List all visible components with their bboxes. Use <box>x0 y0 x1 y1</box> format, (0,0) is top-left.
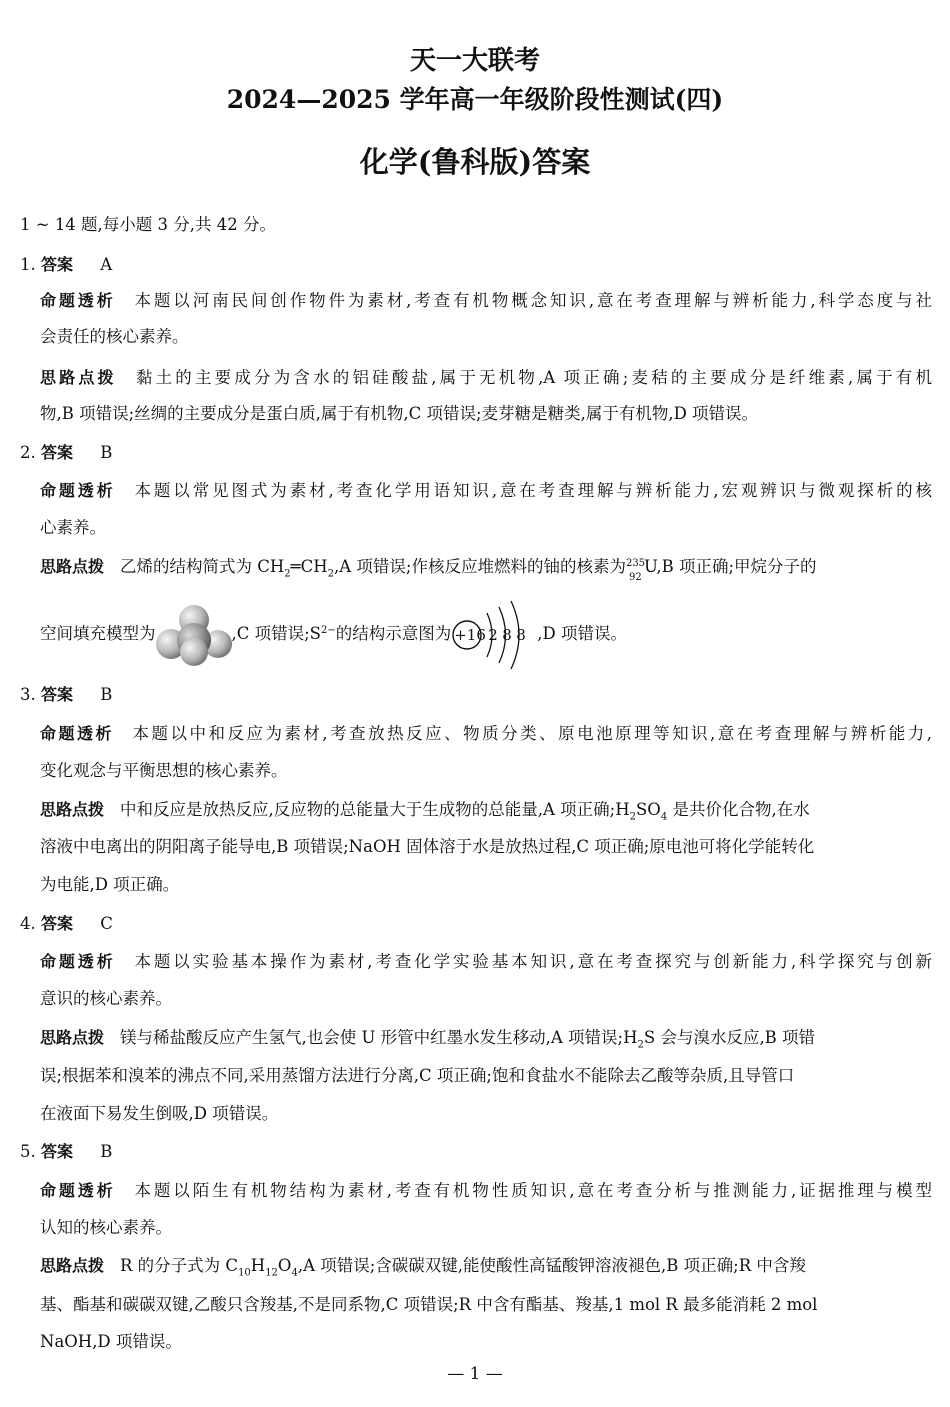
q1-answer-label: 答案 <box>41 255 74 274</box>
nucleus-charge: +16 <box>454 625 486 644</box>
uranium-atomic-number: 92 <box>628 572 642 582</box>
q5-analysis-line1 <box>40 1180 932 1202</box>
q5-hint-line3: NaOH,D 项错误。 <box>40 1332 182 1351</box>
q2-hint-line2 <box>40 592 932 670</box>
q4-hint-label: 思路点拨 <box>40 1028 105 1047</box>
q5-analysis-text1: 本题以陌生有机物结构为素材,考查有机物性质知识,意在考查分析与推测能力,证据推理与模型 <box>131 1181 932 1200</box>
q3-analysis-text1: 本题以中和反应为素材,考查放热反应、物质分类、原电池原理等知识,意在考查理解与辨析能力, <box>129 724 932 743</box>
q5-hint-text1c: O <box>277 1256 292 1275</box>
q3-number: 3. <box>20 685 36 704</box>
q5-answer-label: 答案 <box>41 1142 74 1161</box>
q2-analysis-label: 命题透析 <box>40 481 116 500</box>
q4-hint-text1a: 镁与稀盐酸反应产生氢气,也会使 U 形管中红墨水发生移动,A 项错误;H <box>120 1028 638 1047</box>
shell-1-electrons: 2 <box>488 625 498 644</box>
q2-number: 2. <box>20 443 36 462</box>
q2-hint-text1b: ═CH <box>290 557 328 576</box>
q3-hint-label: 思路点拨 <box>40 800 105 819</box>
org-title: 天一大联考 <box>409 46 540 76</box>
q3-answer-label: 答案 <box>41 685 74 704</box>
q5-analysis-label: 命题透析 <box>40 1181 116 1200</box>
sulfide-charge: 2− <box>320 625 336 636</box>
q2-hint-text2b: ,C 项错误;S <box>231 624 321 643</box>
q1-hint-line2: 物,B 项错误;丝绸的主要成分是蛋白质,属于有机物,C 项错误;麦芽糖是糖类,属于有机物,D 项错误。 <box>40 404 759 423</box>
q4-hint-text1b: S 会与溴水反应,B 项错 <box>643 1028 816 1047</box>
q3-hint-text1a: 中和反应是放热反应,反应物的总能量大于生成物的总能量,A 项正确;H <box>120 800 630 819</box>
q3-hint-text1b: SO <box>636 800 661 819</box>
q2-analysis-text1: 本题以常见图式为素材,考查化学用语知识,意在考查理解与辨析能力,宏观辨识与微观探析的核 <box>131 481 932 500</box>
q2-hint-text2c: 的结构示意图为 <box>335 624 452 643</box>
q1-analysis-label: 命题透析 <box>40 291 116 310</box>
q2-answer-label: 答案 <box>41 443 74 462</box>
q5-hint-line2: 基、酯基和碳碳双键,乙酸只含羧基,不是同系物,C 项错误;R 中含有酯基、羧基,1 mol R 最多能消耗 2 mol <box>40 1295 818 1314</box>
q2-analysis-line2: 心素养。 <box>40 518 106 537</box>
q2-answer-line <box>20 442 932 464</box>
q5-hint-line1 <box>40 1255 932 1281</box>
q2-ch2-sub-1: 2 <box>284 568 291 580</box>
subject-title: 化学(鲁科版)答案 <box>359 145 591 179</box>
q2-hint-text1d: U,B 项正确;甲烷分子的 <box>643 557 817 576</box>
q2-analysis-line1 <box>40 480 932 502</box>
q1-hint-line1 <box>40 367 932 389</box>
q2-hint-line1 <box>40 556 932 582</box>
q1-number: 1. <box>20 255 36 274</box>
formula-sub-o: 4 <box>291 1267 298 1279</box>
q4-answer-label: 答案 <box>41 914 74 933</box>
q4-number: 4. <box>20 914 36 933</box>
q2-hint-text1c: ,A 项错误;作核反应堆燃料的铀的核素为 <box>333 557 626 576</box>
q3-answer-line <box>20 684 932 706</box>
q2-hint-text2a: 空间填充模型为 <box>40 624 156 643</box>
q3-hint-line3: 为电能,D 项正确。 <box>40 875 180 894</box>
uranium-nuclide-indices <box>625 556 646 582</box>
shell-2-electrons: 8 <box>502 625 512 644</box>
q1-answer-value: A <box>100 255 113 274</box>
q3-analysis-line1 <box>40 723 932 745</box>
q3-hint-text1c: 是共价化合物,在水 <box>672 800 810 819</box>
q4-hint-line1 <box>40 1027 932 1053</box>
q5-answer-value: B <box>100 1142 113 1161</box>
q4-analysis-text1: 本题以实验基本操作为素材,考查化学实验基本知识,意在考查探究与创新能力,科学探究与创新 <box>131 952 932 971</box>
q4-hint-line2: 误;根据苯和溴苯的沸点不同,采用蒸馏方法进行分离,C 项正确;饱和食盐水不能除去乙酸等杂质,且导管口 <box>40 1066 795 1085</box>
q1-analysis-text1: 本题以河南民间创作物件为素材,考查有机物概念知识,意在考查理解与辨析能力,科学态度与社 <box>131 291 932 310</box>
q5-answer-line <box>20 1141 932 1163</box>
methane-space-filling-model <box>156 602 232 668</box>
q1-hint-label: 思路点拨 <box>40 368 117 387</box>
q4-answer-line <box>20 913 932 935</box>
q4-analysis-line2: 意识的核心素养。 <box>40 989 172 1008</box>
q5-hint-text1a: R 的分子式为 C <box>120 1256 239 1275</box>
q3-answer-value: B <box>100 685 113 704</box>
formula-sub-c: 10 <box>238 1267 251 1279</box>
q5-hint-text1b: H <box>250 1256 266 1275</box>
shell-3-electrons: 8 <box>516 625 526 644</box>
q1-answer-line <box>20 254 932 276</box>
page-number: — 1 — <box>447 1364 503 1384</box>
q2-answer-value: B <box>100 443 113 462</box>
h2s-sub-2: 2 <box>637 1039 644 1051</box>
q5-analysis-line2: 认知的核心素养。 <box>40 1218 172 1237</box>
q2-hint-text2d: ,D 项错误。 <box>537 624 627 643</box>
q4-answer-value: C <box>100 914 113 933</box>
exam-title: 2024—2025 学年高一年级阶段性测试(四) <box>226 85 724 114</box>
uranium-mass-number: 235 <box>625 558 646 569</box>
q5-number: 5. <box>20 1142 36 1161</box>
q4-hint-line3: 在液面下易发生倒吸,D 项错误。 <box>40 1104 279 1123</box>
q1-analysis-line2: 会责任的核心素养。 <box>40 327 189 346</box>
q5-hint-text1d: ,A 项错误;含碳碳双键,能使酸性高锰酸钾溶液褪色,B 项正确;R 中含羧 <box>297 1256 806 1275</box>
intro-text: 1 ~ 14 题,每小题 3 分,共 42 分。 <box>20 215 277 234</box>
q3-analysis-line2: 变化观念与平衡思想的核心素养。 <box>40 761 288 780</box>
sulfide-ion-structure-diagram <box>451 600 537 670</box>
q4-analysis-label: 命题透析 <box>40 952 116 971</box>
q2-hint-label: 思路点拨 <box>40 557 105 576</box>
q2-ch2-sub-2: 2 <box>327 568 334 580</box>
h2so4-sub-4: 4 <box>660 811 668 823</box>
q3-hint-line2: 溶液中电离出的阴阳离子能导电,B 项错误;NaOH 固体溶于水是放热过程,C 项正确;原电池可将化学能转化 <box>40 837 815 856</box>
formula-sub-h: 12 <box>265 1267 278 1279</box>
q3-hint-line1 <box>40 799 932 825</box>
q1-analysis-line1 <box>40 290 932 312</box>
h2so4-sub-2: 2 <box>629 811 636 823</box>
q1-hint-text1: 黏土的主要成分为含水的铝硅酸盐,属于无机物,A 项正确;麦秸的主要成分是纤维素,属于有机 <box>132 368 932 387</box>
q4-analysis-line1 <box>40 951 932 973</box>
q5-hint-label: 思路点拨 <box>40 1256 105 1275</box>
q2-hint-text1a: 乙烯的结构简式为 CH <box>120 557 285 576</box>
q3-analysis-label: 命题透析 <box>40 724 114 743</box>
